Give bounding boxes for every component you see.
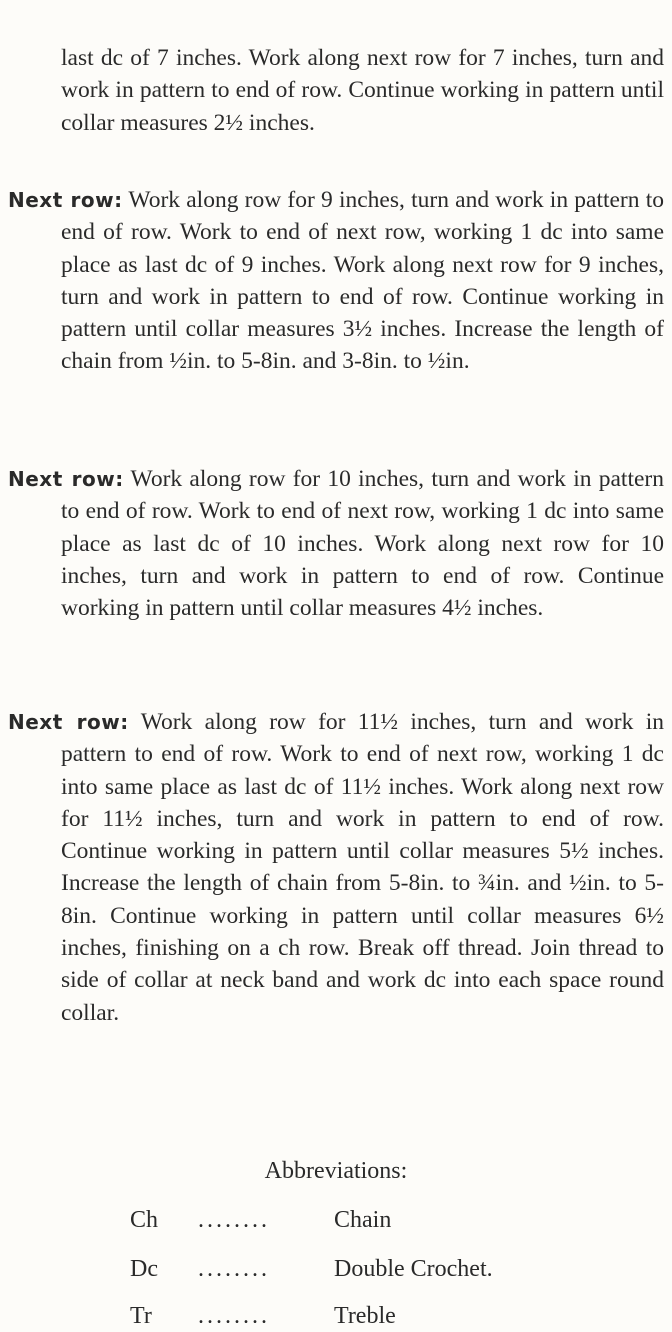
leader-dots: ........ [198, 1256, 270, 1282]
section-text-2: Work along row for 10 inches, turn and work in pattern to end of row. Work to end of next row, working 1 dc into same place as last dc of 10 inches. Work along next row for 10 inches, turn and work in pattern to end of row. Continue working in pattern until collar measures 4½ inches. [61, 466, 664, 622]
section-text-1: Work along row for 9 inches, turn and work in pattern to end of row. Work to end of next row, working 1 dc into same place as last dc of 9 inches. Work along next row for 9 inches, turn and work in pattern to end of row. Continue working in pattern until collar measures 3½ inches. Increase the length of chain from ½in. to 5-8in. and 3-8in. to ½in. [61, 187, 664, 375]
abbreviations-title: Abbreviations: [264, 1158, 408, 1184]
abbreviation-meaning: Treble [334, 1303, 396, 1329]
leader-dots: ........ [198, 1207, 270, 1233]
intro-text: last dc of 7 inches. Work along next row for 7 inches, turn and work in pattern to end of row. Continue working in pattern until collar measures 2½ inches. [61, 45, 664, 136]
section-label-3: Next row: [8, 710, 129, 734]
abbreviation-meaning: Chain [334, 1207, 392, 1233]
abbreviation-code: Ch [130, 1207, 159, 1233]
section-label-1: Next row: [8, 188, 123, 212]
section-label-2: Next row: [8, 467, 124, 491]
abbreviation-row [130, 1253, 493, 1285]
section-paragraph-3 [8, 706, 664, 1029]
intro-paragraph [61, 42, 664, 139]
leader-dots: ........ [198, 1303, 270, 1329]
abbreviation-row [130, 1300, 396, 1332]
section-paragraph-1 [8, 184, 664, 378]
abbreviation-code: Dc [130, 1256, 158, 1282]
abbreviation-row [130, 1204, 391, 1236]
abbreviation-code: Tr [130, 1303, 152, 1329]
abbreviation-meaning: Double Crochet. [334, 1256, 493, 1282]
section-paragraph-2 [8, 463, 664, 624]
section-text-3: Work along row for 11½ inches, turn and work in pattern to end of row. Work to end of next row, working 1 dc into same place as last dc of 11½ inches. Work along next row for 11½ inches, turn and work in pattern to end of row. Continue working in pattern until collar measures 5½ inches. Increase the length of chain from 5-8in. to ¾in. and ½in. to 5-8in. Continue working in pattern until collar measures 6½ inches, finishing on a ch row. Break off thread. Join thread to side of collar at neck band and work dc into each space round collar. [61, 709, 664, 1026]
